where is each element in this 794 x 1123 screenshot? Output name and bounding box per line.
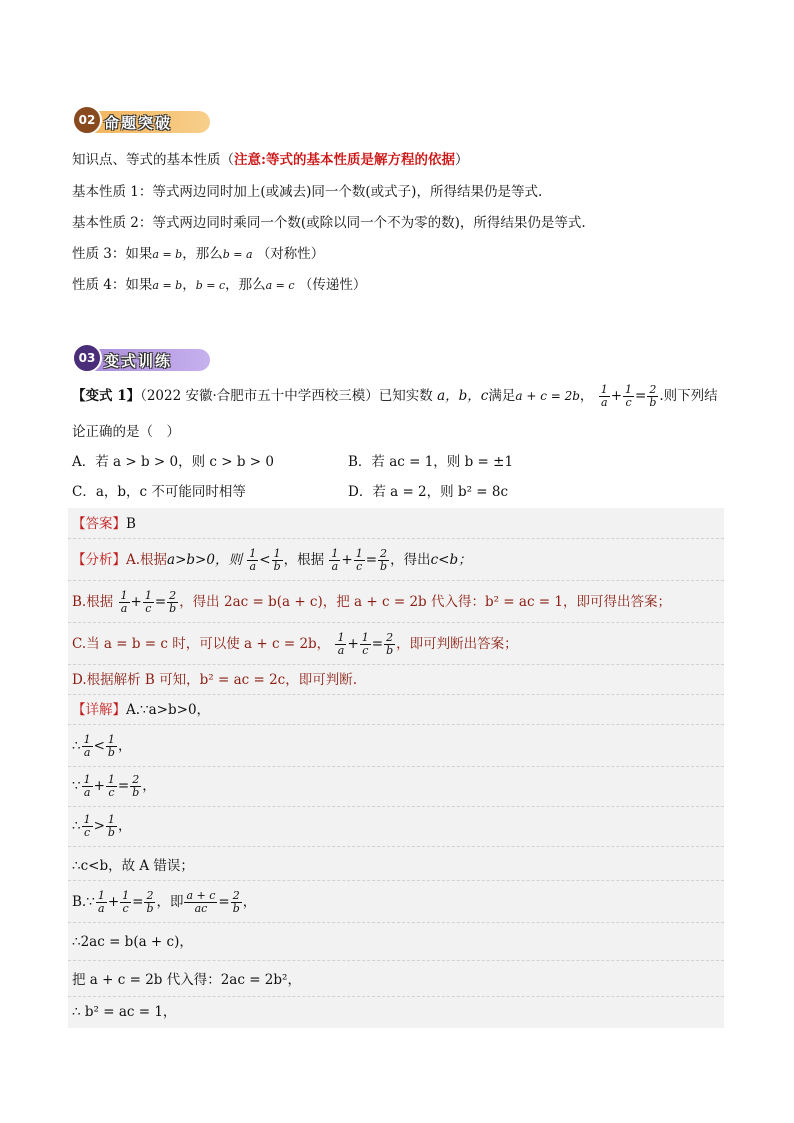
detail-line-3: ∵ $\frac{1}{a}$ + $\frac{1}{c}$ = $\frac{2}{b}$ ，: [72, 773, 156, 799]
knowledge-title: [72, 150, 468, 170]
answer-label: 【答案】: [72, 516, 126, 532]
section-title: 命题突破: [82, 111, 210, 133]
section-banner-03: [72, 343, 212, 373]
divider: [68, 538, 724, 539]
question-tail: .则下列结: [659, 388, 718, 404]
p3-text: 性质 3：如果: [72, 246, 153, 262]
detail-label: 【详解】: [72, 702, 126, 718]
detail-line-9: ∴ b² = ac = 1，: [72, 1004, 177, 1020]
knowledge-note: 注意:等式的基本性质是解方程的依据: [234, 152, 455, 168]
detail-line-4: ∴ $\frac{1}{c}$ > $\frac{1}{b}$ ，: [72, 813, 132, 839]
p4-math-2: b = c: [195, 279, 226, 292]
divider: [68, 580, 724, 581]
section-banner-02: [72, 105, 212, 135]
divider: [68, 806, 724, 807]
p4-math-3: a = c: [265, 279, 295, 292]
question-line-1: 【变式 1】（2022 安徽·合肥市五十中学西校三模）已知实数 a，b，c满足a + c = 2b， $\frac{1}{a}$ + $\frac{1}{c}$ = $\frac{2}{b}$ .则下列结: [72, 383, 718, 409]
question-vars: a，b，c: [437, 388, 489, 404]
option-d: D．若 a = 2，则 b² = 8c: [348, 484, 509, 500]
detail-line-7: ∴2ac = b(a + c)，: [72, 934, 193, 950]
p3-text-2: ，那么: [182, 246, 223, 262]
property-1: 基本性质 1：等式两边同时加上(或减去)同一个数(或式子)，所得结果仍是等式.: [72, 184, 543, 200]
section-number: 02: [72, 105, 102, 135]
divider: [68, 622, 724, 623]
p3-math-2: b = a: [222, 248, 253, 261]
detail-line-8: 把 a + c = 2b 代入得：2ac = 2b²，: [72, 972, 301, 988]
option-c: C．a，b，c 不可能同时相等: [72, 484, 246, 500]
divider: [68, 960, 724, 961]
analysis-label: 【分析】: [72, 552, 126, 568]
analysis-line-b: B.根据 $\frac{1}{a}$ + $\frac{1}{c}$ = $\frac{2}{b}$ ，得出 2ac = b(a + c)，把 a + c = 2b 代入得：b² = ac = 1，即可得出答案；: [72, 589, 672, 615]
divider: [68, 880, 724, 881]
question-source: （2022 安徽·合肥市五十中学西校三模）已知实数: [140, 388, 433, 404]
divider: [68, 766, 724, 767]
knowledge-title-end: ）: [454, 152, 469, 168]
p4-sep: ，: [182, 277, 196, 293]
answer-line: [72, 514, 136, 534]
detail-line-2: ∴ $\frac{1}{a}$ < $\frac{1}{b}$ ，: [72, 733, 132, 759]
fraction: $\frac{1}{a}$: [600, 383, 608, 409]
analysis-line-a: 【分析】A.根据a>b>0，则 $\frac{1}{a}$ < $\frac{1}{b}$ ，根据 $\frac{1}{a}$ + $\frac{1}{c}$ = $\frac{2}{b}$ ，得出c<b；: [72, 547, 472, 573]
section-number: 03: [72, 343, 102, 373]
detail-line-6: B.∵ $\frac{1}{a}$ + $\frac{1}{c}$ = $\frac{2}{b}$ ，即 $\frac{a + c}{ac}$ = $\frac{2}{b}$ ，: [72, 889, 257, 915]
fraction: $\frac{2}{b}$: [649, 383, 657, 409]
question-cond-1: a + c = 2b: [515, 389, 580, 403]
divider: [68, 922, 724, 923]
property-4: [72, 275, 366, 296]
property-3: [72, 244, 324, 265]
p4-text: 性质 4：如果: [72, 277, 153, 293]
section-title: 变式训练: [82, 349, 210, 371]
p3-math-1: a = b: [152, 248, 183, 261]
analysis-line-d: D.根据解析 B 可知，b² = ac = 2c，即可判断.: [72, 672, 358, 688]
divider: [68, 694, 724, 695]
divider: [68, 846, 724, 847]
fraction: $\frac{1}{c}$: [625, 383, 633, 409]
detail-line-5: ∴c<b，故 A 错误；: [72, 858, 194, 874]
question-line-2: 论正确的是（ ）: [72, 424, 180, 440]
knowledge-title-text: 知识点、等式的基本性质（: [72, 152, 234, 168]
divider: [68, 724, 724, 725]
divider: [68, 664, 724, 665]
divider: [68, 996, 724, 997]
p4-text-2: ，那么: [225, 277, 266, 293]
p4-text-3: （传递性）: [298, 277, 367, 293]
option-b: B．若 ac = 1，则 b = ±1: [348, 454, 514, 470]
answer-panel: [68, 508, 724, 1028]
answer-value: B: [126, 516, 136, 532]
question-label: 【变式 1】: [72, 388, 141, 404]
p3-text-3: （对称性）: [256, 246, 325, 262]
option-a: A．若 a > b > 0，则 c > b > 0: [72, 454, 274, 470]
property-2: 基本性质 2：等式两边同时乘同一个数(或除以同一个不为零的数)，所得结果仍是等式.: [72, 215, 586, 231]
analysis-line-c: C.当 a = b = c 时，可以使 a + c = 2b， $\frac{1}{a}$ + $\frac{1}{c}$ = $\frac{2}{b}$ ，即可判断出答案；: [72, 631, 518, 657]
detail-line-1: 【详解】A.∵a>b>0，: [72, 702, 211, 718]
question-cond-pre: 满足: [488, 388, 516, 404]
p4-math-1: a = b: [152, 279, 183, 292]
